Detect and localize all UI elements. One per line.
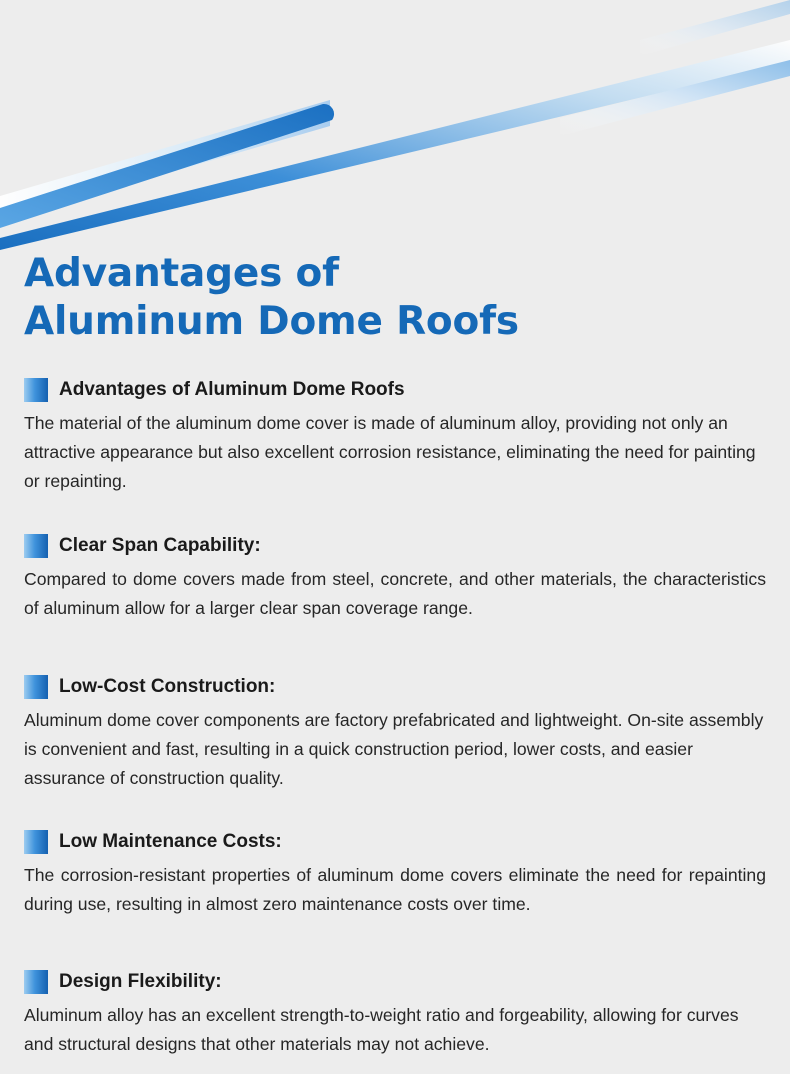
square-marker-icon <box>24 675 48 699</box>
section-heading: Clear Span Capability: <box>59 535 261 556</box>
section-heading: Low-Cost Construction: <box>59 676 276 697</box>
section-body: Aluminum alloy has an excellent strength-to-weight ratio and forgeability, allowing for curves and structural designs that other materials may not achieve. <box>24 1005 739 1054</box>
square-marker-icon <box>24 970 48 994</box>
square-marker-icon <box>24 830 48 854</box>
section-header <box>24 533 766 559</box>
page-title-line2: Aluminum Dome Roofs <box>24 299 519 344</box>
section-body: Aluminum dome cover components are factory prefabricated and lightweight. On-site assembly is convenient and fast, resulting in a quick construction period, lower costs, and easier assurance of construction quality. <box>24 710 764 788</box>
section-header <box>24 674 766 700</box>
stripe-main <box>0 40 790 250</box>
section-low-cost <box>24 674 766 793</box>
section-advantages <box>24 377 766 496</box>
section-header <box>24 377 766 403</box>
section-heading: Advantages of Aluminum Dome Roofs <box>59 379 405 400</box>
square-marker-icon <box>24 534 48 558</box>
section-header <box>24 829 766 855</box>
section-heading: Low Maintenance Costs: <box>59 831 282 852</box>
page-title-line1: Advantages of <box>24 251 339 296</box>
section-low-maintenance <box>24 829 766 919</box>
section-heading: Design Flexibility: <box>59 971 222 992</box>
section-design-flexibility <box>24 969 766 1059</box>
section-body: The material of the aluminum dome cover is made of aluminum alloy, providing not only an attractive appearance but also excellent corrosion resistance, eliminating the need for painting or repainting. <box>24 413 756 491</box>
section-body: The corrosion-resistant properties of aluminum dome covers eliminate the need for repainting during use, resulting in almost zero maintenance costs over time. <box>24 865 766 914</box>
page-title <box>24 250 519 346</box>
square-marker-icon <box>24 378 48 402</box>
decorative-stripes <box>0 0 790 260</box>
section-header <box>24 969 766 995</box>
section-clear-span <box>24 533 766 623</box>
section-body: Compared to dome covers made from steel, concrete, and other materials, the characteristics of aluminum allow for a larger clear span coverage range. <box>24 569 766 618</box>
